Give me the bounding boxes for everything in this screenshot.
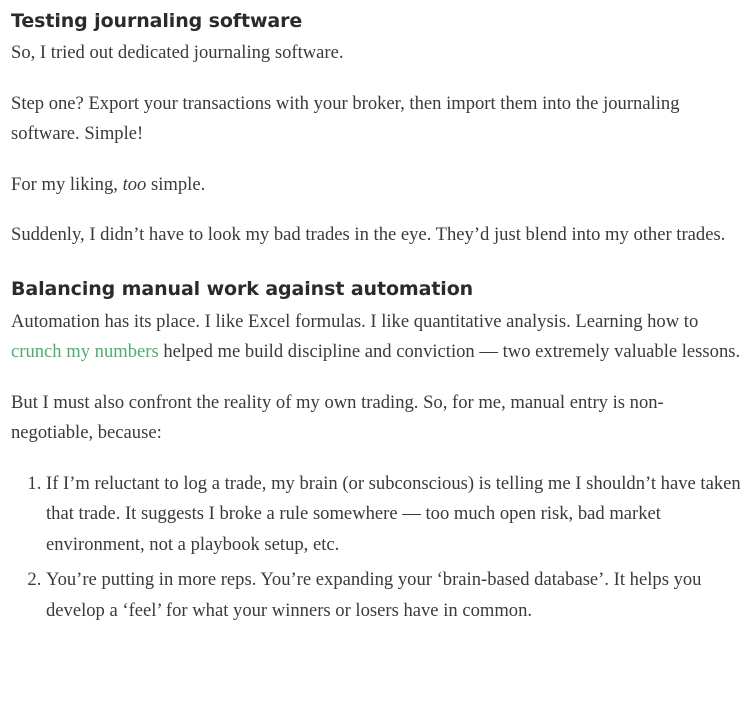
article-body <box>11 0 741 626</box>
reasons-list <box>11 469 741 627</box>
text-segment: Automation has its place. I like Excel formulas. I like quantitative analysis. Learning how to <box>11 310 699 332</box>
paragraph-too-simple <box>11 170 741 201</box>
section-heading-testing-journaling-software: Testing journaling software <box>11 10 303 32</box>
list-item: 1. If I’m reluctant to log a trade, my brain (or subconscious) is telling me I shouldn’t have taken that trade. It suggests I broke a rule somewhere — too much open risk, bad market environment, not a playbook setup, etc. <box>46 469 741 561</box>
paragraph-step-one: Step one? Export your transactions with your broker, then import them into the journaling software. Simple! <box>11 92 680 144</box>
paragraph-bad-trades: Suddenly, I didn’t have to look my bad trades in the eye. They’d just blend into my other trades. <box>11 224 726 245</box>
paragraph-automation <box>11 307 741 368</box>
list-item: 2. You’re putting in more reps. You’re expanding your ‘brain-based database’. It helps you develop a ‘feel’ for what your winners or losers have in common. <box>46 565 741 626</box>
text-segment: simple. <box>146 173 206 195</box>
text-segment: For my liking, <box>11 173 123 195</box>
emphasis-text: too <box>122 173 147 195</box>
paragraph-tried-software: So, I tried out dedicated journaling software. <box>11 42 344 63</box>
text-segment: helped me build discipline and conviction — two extremely valuable lessons. <box>158 341 741 362</box>
section-heading-balancing-manual-work: Balancing manual work against automation <box>11 277 474 300</box>
crunch-numbers-link[interactable]: crunch my numbers <box>11 341 159 362</box>
paragraph-manual-entry: But I must also confront the reality of my own trading. So, for me, manual entry is non-negotiable, because: <box>11 391 664 443</box>
